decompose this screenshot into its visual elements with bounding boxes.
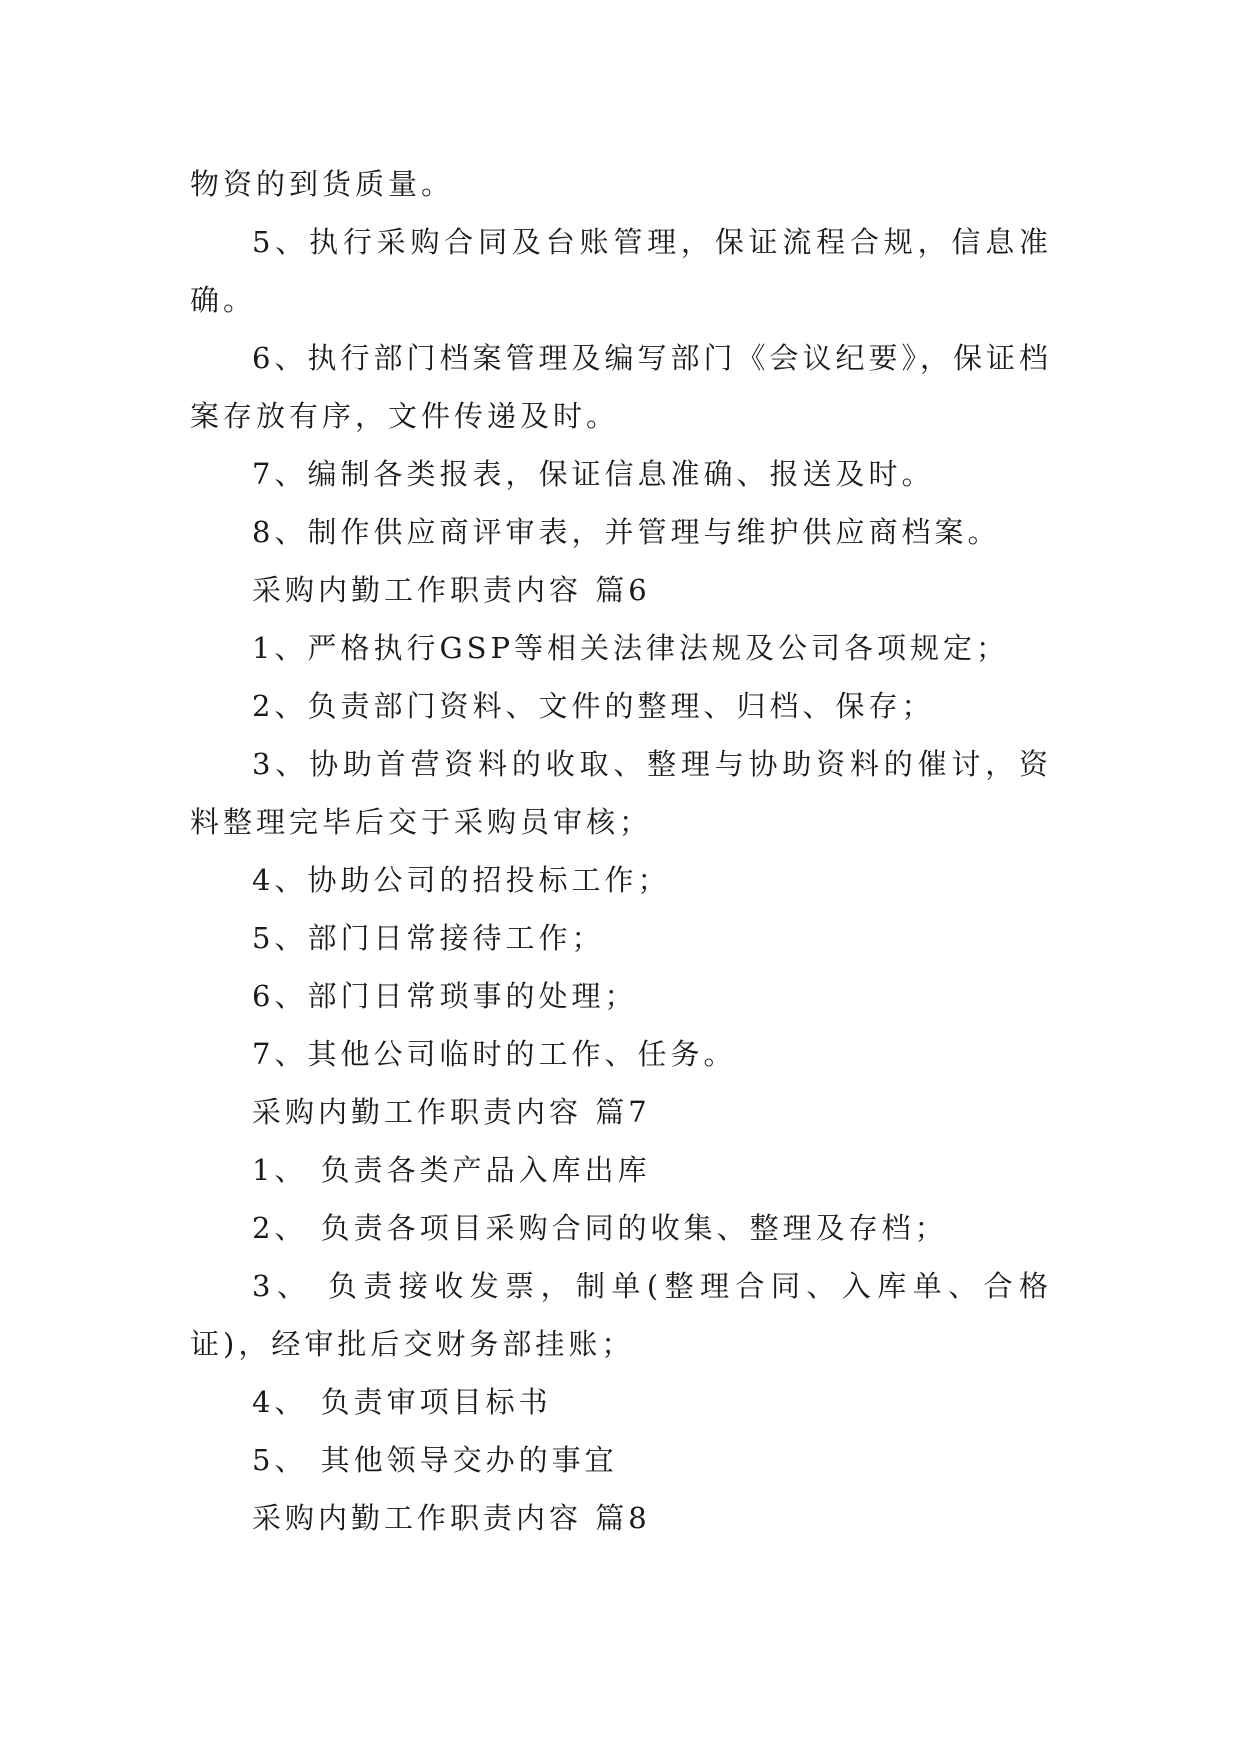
list-item: 4、 负责审项目标书 bbox=[252, 1385, 552, 1419]
list-item: 5、部门日常接待工作； bbox=[252, 921, 605, 955]
paragraph-line: 料整理完毕后交于采购员审核； bbox=[190, 805, 653, 839]
list-item: 3、协助首营资料的收取、整理与协助资料的催讨，资 bbox=[252, 747, 1048, 781]
list-item: 6、执行部门档案管理及编写部门《会议纪要》，保证档 bbox=[252, 341, 1048, 375]
list-item: 5、执行采购合同及台账管理，保证流程合规，信息准 bbox=[252, 225, 1048, 259]
paragraph-line: 案存放有序，文件传递及时。 bbox=[190, 399, 620, 433]
paragraph-line: 确。 bbox=[190, 283, 257, 317]
list-item: 7、编制各类报表，保证信息准确、报送及时。 bbox=[252, 457, 935, 491]
list-item: 4、协助公司的招投标工作； bbox=[252, 863, 671, 897]
section-heading: 采购内勤工作职责内容 篇8 bbox=[252, 1501, 651, 1535]
list-item: 2、 负责各项目采购合同的收集、整理及存档； bbox=[252, 1211, 948, 1245]
list-item: 1、严格执行GSP等相关法律法规及公司各项规定； bbox=[252, 631, 1009, 665]
list-item: 6、部门日常琐事的处理； bbox=[252, 979, 638, 1013]
list-item: 5、 其他领导交办的事宜 bbox=[252, 1443, 618, 1477]
list-item: 2、负责部门资料、文件的整理、归档、保存； bbox=[252, 689, 935, 723]
list-item: 1、 负责各类产品入库出库 bbox=[252, 1153, 651, 1187]
section-heading: 采购内勤工作职责内容 篇6 bbox=[252, 573, 651, 607]
list-item: 7、其他公司临时的工作、任务。 bbox=[252, 1037, 737, 1071]
section-heading: 采购内勤工作职责内容 篇7 bbox=[252, 1095, 651, 1129]
list-item: 8、制作供应商评审表，并管理与维护供应商档案。 bbox=[252, 515, 1001, 549]
paragraph-line: 物资的到货质量。 bbox=[190, 167, 455, 201]
list-item: 3、 负责接收发票，制单(整理合同、入库单、合格 bbox=[252, 1269, 1048, 1303]
paragraph-line: 证)，经审批后交财务部挂账； bbox=[190, 1327, 635, 1361]
